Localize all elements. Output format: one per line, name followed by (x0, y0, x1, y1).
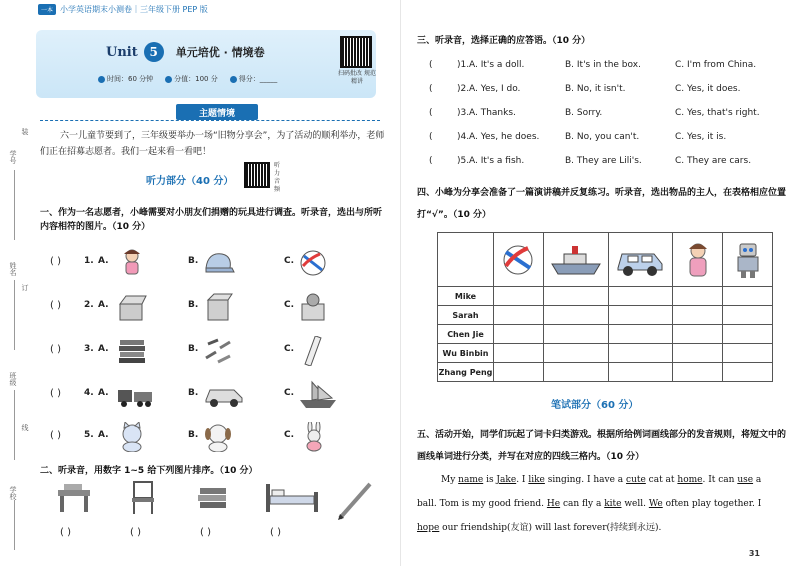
series-badge-icon: 一本 (38, 4, 56, 15)
underlined-word: kite (604, 499, 622, 509)
row-name: Chen Jie (438, 325, 494, 344)
question-number: 1. (84, 256, 94, 266)
q4-title: 四、小峰为分享会准备了一篇演讲稿并反复练习。听录音，选出物品的主人，在表格相应位置打“√”。（10 分） (417, 188, 787, 220)
check-cell[interactable] (494, 287, 544, 306)
passage-text: well. (621, 499, 649, 509)
q1-title: 一、作为一名志愿者，小峰需要对小朋友们捐赠的玩具进行调查。听录音，选出与所听内容相符的图片。（10 分） (40, 208, 383, 232)
score-got-info (230, 74, 278, 84)
check-cell[interactable] (494, 363, 544, 382)
option-c: C. I'm from China. (675, 60, 757, 70)
passage-text: a ball. Tom is my good friend. (417, 475, 762, 509)
box-open-icon (116, 292, 148, 322)
row-name: Zhang Peng (438, 363, 494, 382)
passage-text: our friendship(友谊) will last forever(持续到永远). (439, 523, 662, 533)
question-number: 2. (84, 300, 94, 310)
exam-meta (98, 74, 277, 84)
q2-item (194, 480, 244, 538)
table-header-cell (608, 233, 673, 287)
question-number: )3. (457, 108, 470, 118)
q2-item (336, 480, 386, 538)
rabbit-icon (298, 422, 330, 452)
option-letter-a: A. (98, 388, 109, 398)
check-cell[interactable] (494, 325, 544, 344)
desk-icon (54, 480, 94, 516)
score-total-info (165, 74, 218, 84)
side-label-id: 学号 (9, 150, 17, 164)
doll-icon (116, 248, 148, 278)
answer-blank[interactable]: ( (429, 108, 433, 118)
dog-icon (202, 422, 234, 452)
score-total-text: 分值：100 分 (174, 75, 218, 83)
option-b: B. Sorry. (565, 108, 603, 118)
option-letter-b: B. (188, 300, 199, 310)
underlined-word: use (737, 475, 754, 485)
written-section-title: 笔试部分（60 分） (551, 400, 639, 411)
q5-title: 五、活动开始，同学们玩起了词卡归类游戏。根据所给例词画线部分的发音规则，将短文中的画线单词进行分类，并写在对应的四线三格内。（10 分） (417, 430, 787, 462)
table-row (438, 344, 773, 363)
q2-title: 二、听录音，用数字 1~5 给下列图片排序。（10 分） (40, 466, 258, 476)
books-stack-icon (194, 480, 234, 516)
underlined-word: name (458, 475, 484, 485)
table-row (438, 325, 773, 344)
answer-blank[interactable]: ( ) (50, 344, 61, 355)
answer-blank[interactable]: ( ) (50, 300, 61, 311)
check-cell[interactable] (673, 363, 723, 382)
box-closed-icon (202, 292, 234, 322)
check-cell[interactable] (723, 363, 773, 382)
passage-text: . It can (702, 475, 738, 485)
side-fill-line[interactable] (14, 280, 15, 350)
right-page (400, 0, 800, 566)
check-cell[interactable] (723, 306, 773, 325)
row-name: Sarah (438, 306, 494, 325)
option-a: A. It's a doll. (469, 60, 525, 70)
ruler-icon (298, 336, 330, 366)
series-title: 小学英语期末小测卷｜三年级下册 PEP 版 (60, 5, 208, 14)
option-letter-c: C. (284, 344, 295, 354)
row-name: Wu Binbin (438, 344, 494, 363)
passage-text: . I (516, 475, 529, 485)
answer-blank[interactable]: ( (429, 84, 433, 94)
train-icon (116, 380, 156, 410)
q2-item (124, 480, 174, 538)
underlined-word: He (546, 499, 561, 509)
option-a: A. It's a fish. (469, 156, 525, 166)
option-letter-b: B. (188, 430, 199, 440)
robot-icon (728, 240, 768, 280)
check-cell[interactable] (608, 344, 673, 363)
unit-label: Unit (106, 44, 138, 60)
cat-icon (116, 422, 148, 452)
check-cell[interactable] (543, 306, 608, 325)
q2-item (54, 480, 104, 538)
option-letter-c: C. (284, 256, 295, 266)
question-number: 5. (84, 430, 94, 440)
row-name: Mike (438, 287, 494, 306)
option-letter-b: B. (188, 344, 199, 354)
check-cell[interactable] (608, 325, 673, 344)
option-b: B. No, it isn't. (565, 84, 626, 94)
table-header-cell (543, 233, 608, 287)
side-label-school: 学校 (9, 486, 17, 500)
audio-qr-code-icon[interactable] (244, 162, 270, 188)
ball-icon (498, 240, 538, 280)
passage-text: My (441, 475, 459, 485)
underlined-word: Jake (496, 475, 517, 485)
underlined-word: cute (626, 475, 646, 485)
q4-ownership-table (437, 232, 773, 382)
q1-row (50, 380, 380, 416)
audio-qr-caption: 听力音频 (274, 162, 281, 193)
ship-icon (550, 240, 602, 280)
check-cell[interactable] (608, 306, 673, 325)
check-cell[interactable] (494, 306, 544, 325)
option-a: A. Yes, he does. (469, 132, 540, 142)
check-cell[interactable] (673, 306, 723, 325)
check-cell[interactable] (608, 287, 673, 306)
option-letter-c: C. (284, 430, 295, 440)
time-text: 时间：60 分钟 (107, 75, 154, 83)
answer-blank[interactable]: ( ) (50, 430, 61, 441)
option-letter-c: C. (284, 300, 295, 310)
theme-intro: 六一儿童节要到了，三年级要举办一场“旧物分享会”，为了活动的顺利举办，老师们正在招募志愿者。我们一起来看一看吧！ (40, 131, 385, 157)
qr-code-icon[interactable] (340, 36, 372, 68)
check-cell[interactable] (723, 287, 773, 306)
side-fill-line[interactable] (14, 390, 15, 460)
table-row (438, 287, 773, 306)
q1-row (50, 422, 380, 458)
check-cell[interactable] (543, 344, 608, 363)
unit-header (36, 30, 376, 98)
option-letter-a: A. (98, 300, 109, 310)
answer-blank[interactable]: ( ) (130, 527, 141, 538)
question-number: 4. (84, 388, 94, 398)
option-letter-b: B. (188, 256, 199, 266)
score-icon (165, 76, 172, 83)
check-cell[interactable] (543, 287, 608, 306)
check-cell[interactable] (673, 344, 723, 363)
table-header-cell (723, 233, 773, 287)
theme-tab: 主题情境 (176, 104, 258, 120)
underlined-word: like (528, 475, 545, 485)
option-letter-b: B. (188, 388, 199, 398)
q1-row (50, 336, 380, 372)
side-tick-bind: 装 (21, 128, 29, 135)
q3-title: 三、听录音，选择正确的应答语。（10 分） (417, 36, 591, 46)
q1-row (50, 292, 380, 328)
option-c: C. Yes, that's right. (675, 108, 760, 118)
option-c: C. Yes, it does. (675, 84, 741, 94)
check-cell[interactable] (608, 363, 673, 382)
underlined-word: We (648, 499, 663, 509)
pen-icon (230, 76, 237, 83)
qr-caption: 扫码批改 规范精讲 (338, 70, 376, 85)
option-b: B. They are Lili's. (565, 156, 642, 166)
check-cell[interactable] (494, 344, 544, 363)
listening-section-title: 听力部分（40 分） (146, 176, 234, 187)
ball-icon (298, 248, 330, 278)
answer-blank[interactable]: ( ) (50, 388, 61, 399)
chair-icon (124, 480, 164, 516)
pencil-icon (336, 480, 376, 520)
question-number: 3. (84, 344, 94, 354)
side-fill-line[interactable] (14, 500, 15, 550)
check-cell[interactable] (723, 344, 773, 363)
score-got-text: 得分：_____ (238, 75, 278, 83)
option-a: A. Thanks. (469, 108, 516, 118)
clock-icon (98, 76, 105, 83)
answer-blank[interactable]: ( ) (200, 527, 211, 538)
question-number: )5. (457, 156, 470, 166)
check-cell[interactable] (673, 287, 723, 306)
doll-icon (678, 240, 718, 280)
box-ball-icon (298, 292, 330, 322)
option-letter-a: A. (98, 430, 109, 440)
side-label-name: 姓名 (9, 262, 17, 276)
unit-title-row (106, 42, 265, 62)
q5-passage (417, 468, 783, 540)
answer-blank[interactable]: ( ) (50, 256, 61, 267)
answer-blank[interactable]: ( (429, 60, 433, 70)
table-row (438, 306, 773, 325)
car-icon (202, 380, 246, 410)
pencils-icon (202, 336, 234, 366)
side-fill-line[interactable] (14, 170, 15, 240)
q2-items (40, 480, 380, 540)
ship-icon (298, 380, 338, 410)
books-icon (116, 336, 148, 366)
option-b: B. It's in the box. (565, 60, 641, 70)
check-cell[interactable] (543, 325, 608, 344)
q1-row (50, 248, 380, 284)
answer-blank[interactable]: ( ) (60, 527, 71, 538)
table-header-cell (494, 233, 544, 287)
check-cell[interactable] (673, 325, 723, 344)
cap-icon (202, 248, 234, 278)
option-a: A. Yes, I do. (469, 84, 521, 94)
theme-divider (40, 120, 380, 121)
question-number: )2. (457, 84, 470, 94)
q2-item (264, 480, 324, 538)
bed-icon (264, 480, 320, 516)
table-row (438, 363, 773, 382)
passage-text: singing. I have a (544, 475, 627, 485)
page-number: 31 (748, 549, 760, 558)
side-label-class: 班级 (9, 372, 17, 386)
table-corner (438, 233, 494, 287)
table-header-row (438, 233, 773, 287)
underlined-word: home (677, 475, 703, 485)
option-b: B. No, you can't. (565, 132, 640, 142)
side-tick-order: 订 (21, 284, 29, 291)
unit-title: 单元培优 · 情境卷 (175, 46, 265, 59)
table-header-cell (673, 233, 723, 287)
passage-text: often play together. I (662, 499, 762, 509)
answer-blank[interactable]: ( (429, 156, 433, 166)
check-cell[interactable] (543, 363, 608, 382)
unit-number: 5 (144, 42, 164, 62)
time-info (98, 74, 153, 84)
option-c: C. They are cars. (675, 156, 752, 166)
answer-blank[interactable]: ( (429, 132, 433, 142)
option-letter-a: A. (98, 256, 109, 266)
option-letter-a: A. (98, 344, 109, 354)
answer-blank[interactable]: ( ) (270, 527, 281, 538)
underlined-word: hope (417, 523, 440, 533)
option-c: C. Yes, it is. (675, 132, 727, 142)
passage-text: can fly a (560, 499, 605, 509)
option-letter-c: C. (284, 388, 295, 398)
passage-text: is (483, 475, 497, 485)
check-cell[interactable] (723, 325, 773, 344)
side-tick-line: 线 (21, 424, 29, 431)
question-number: )1. (457, 60, 470, 70)
car-icon (614, 240, 666, 280)
series-tagline (38, 4, 208, 15)
question-number: )4. (457, 132, 470, 142)
passage-text: cat at (645, 475, 678, 485)
